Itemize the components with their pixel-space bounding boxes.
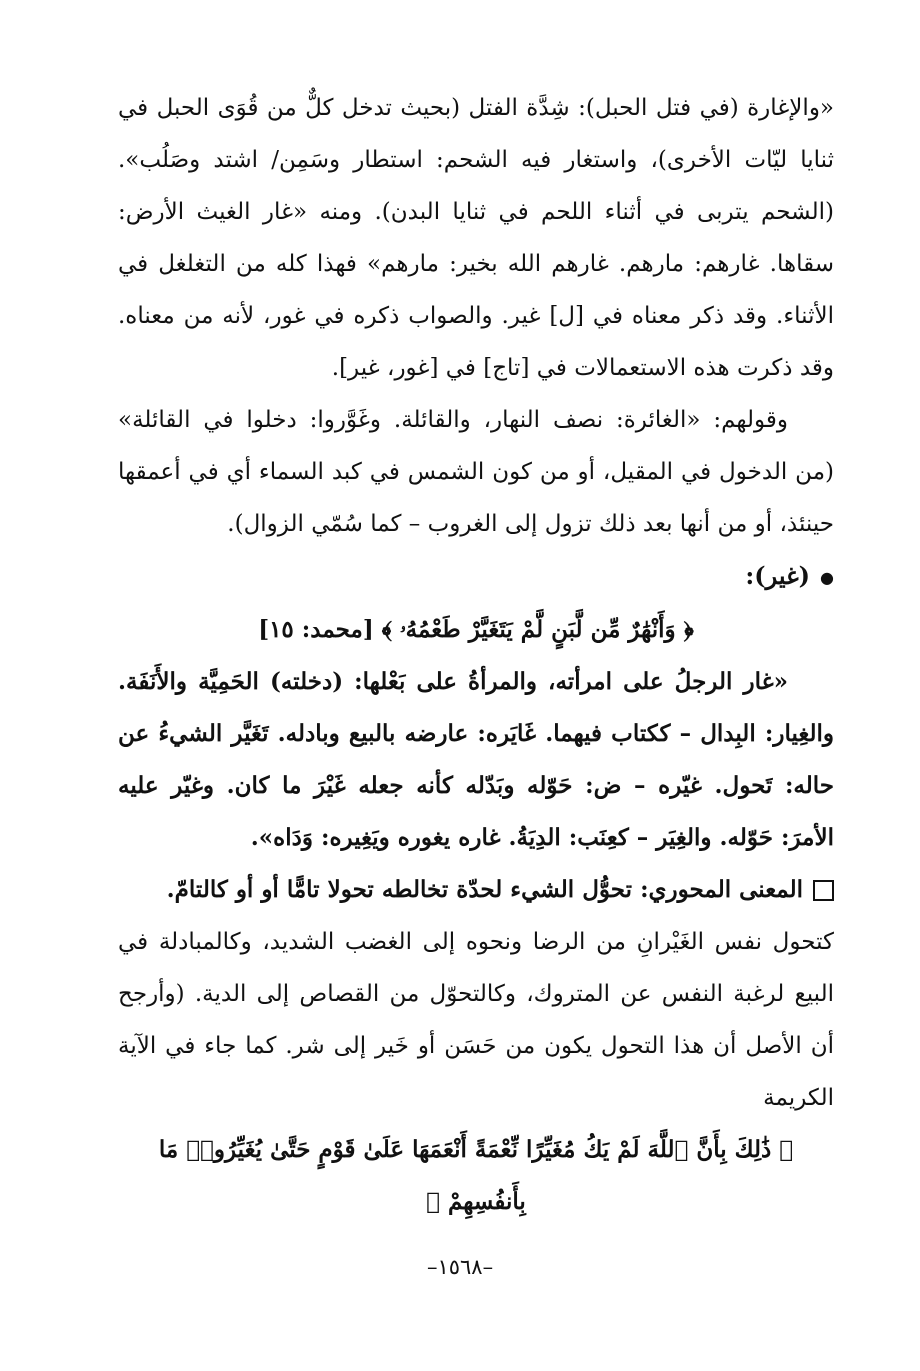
core-meaning <box>118 864 834 916</box>
paragraph-explanation: كتحول نفس الغَيْرانِ من الرضا ونحوه إلى الغضب الشديد، وكالمبادلة في البيع لرغبة النفس عن المتروك، وكالتحوّل من القصاص إلى الدية. (وأرجح أن الأصل أن هذا التحول يكون من حَسَن أو خَير إلى شر. كما جاء في الآية الكريمة <box>118 928 834 1111</box>
quran-verse: ﴿ وَأَنْهَٰرٌ مِّن لَّبَنٍ لَّمْ يَتَغَيَّرْ طَعْمُهُۥ ﴾ [محمد: ١٥] <box>258 615 694 643</box>
entry-title: (غير): <box>745 561 811 590</box>
paragraph-ghaira: وقولهم: «الغائرة: نصف النهار، والقائلة. وغَوَّروا: دخلوا في القائلة» (من الدخول في المقيل، أو من كون الشمس في كبد السماء أي في أعمقها حينئذ، أو من أنها بعد ذلك تزول إلى الغروب – كما سُمّي الزوال). <box>118 407 834 537</box>
entry-heading <box>118 550 834 604</box>
page-body <box>118 82 834 1228</box>
checkbox-square-icon <box>813 880 834 901</box>
core-meaning-label: المعنى المحوري: <box>640 875 803 903</box>
quran-verse-2: ﴿ ذَٰلِكَ بِأَنَّ ٱللَّهَ لَمْ يَكُ مُغَيِّرًا نِّعْمَةً أَنْعَمَهَا عَلَىٰ قَوْمٍ حَتَّىٰ يُغَيِّرُوا۟ مَا بِأَنفُسِهِمْ ﴾ <box>158 1135 794 1215</box>
paragraph-definitions: «غار الرجلُ على امرأته، والمرأةُ على بَعْلها: (دخلته) الحَمِيَّة والأَنَفَة. والغِيار: البِدال – ككتاب فيهما. غَايَره: عارضه بالبيع وبادله. تَغَيَّر الشيءُ عن حاله: تَحول. غيّره – ض: حَوّله وبَدّله كأنه جعله غَيْرَ ما كان. وغيّر عليه الأمرَ: حَوّله. والغِيَر – كعِنَب: الدِيَةُ. غاره يغوره ويَغِيره: وَدَاه». <box>118 667 834 851</box>
core-meaning-text: تحوُّل الشيء لحدّة تخالطه تحولا تامًّا أو أو كالتامّ. <box>166 875 633 903</box>
page-number: –١٥٦٨– <box>426 1255 494 1279</box>
paragraph-ighara: «والإغارة (في فتل الحبل): شِدَّة الفتل (بحيث تدخل كلٌّ من قُوَى الحبل في ثنايا ليّات الأخرى)، واستغار فيه الشحم: استطار وسَمِن/ اشتد وصَلُب». (الشحم يتربى في أثناء اللحم في ثنايا البدن). ومنه «غار الغيث الأرض: سقاها. غارهم: مارهم. غارهم الله بخير: مارهم» فهذا كله من التغلغل في الأثناء. وقد ذكر معناه في [ل] غير. والصواب ذكره في غور، لأنه من معناه. وقد ذكرت هذه الاستعمالات في [تاج] في [غور، غير]. <box>118 95 834 381</box>
bullet-icon: ● <box>820 567 834 587</box>
